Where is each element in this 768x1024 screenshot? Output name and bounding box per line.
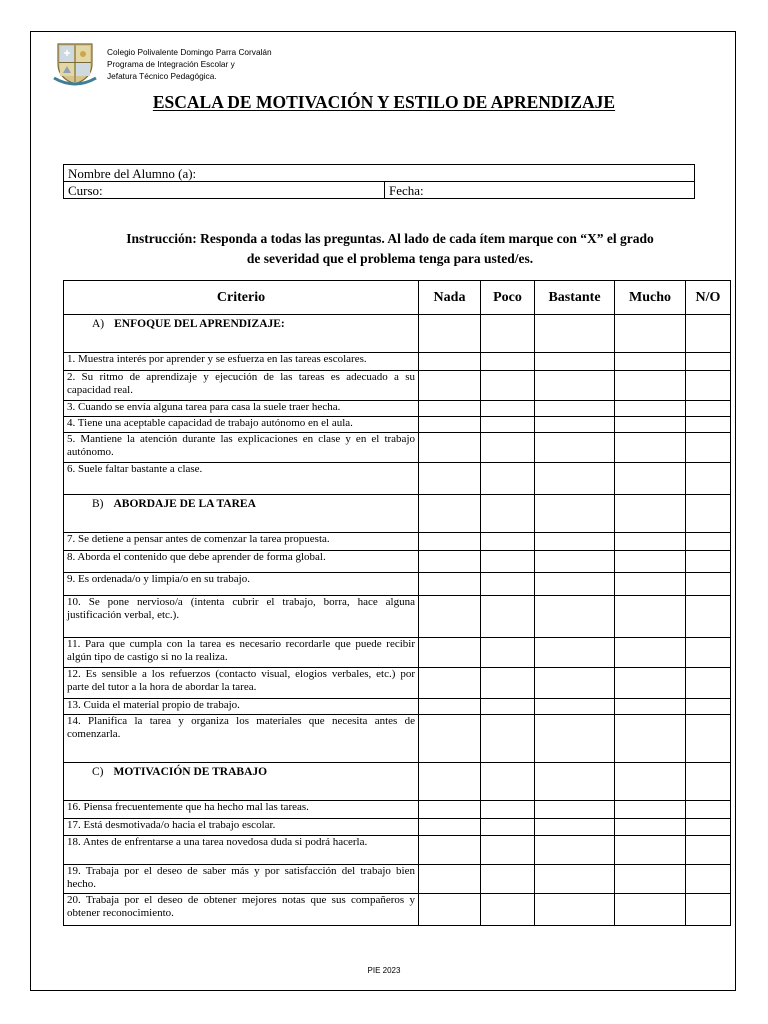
answer-cell-poco[interactable]	[481, 533, 535, 551]
header-nada: Nada	[419, 281, 481, 315]
table-row	[64, 894, 731, 926]
answer-cell-poco[interactable]	[481, 699, 535, 715]
answer-cell-no[interactable]	[686, 836, 731, 865]
answer-cell-nada[interactable]	[419, 533, 481, 551]
section-blank-cell	[481, 315, 535, 353]
answer-cell-mucho[interactable]	[615, 371, 686, 401]
answer-cell-nada[interactable]	[419, 417, 481, 433]
date-field[interactable]: Fecha:	[385, 182, 695, 199]
document-title	[0, 92, 768, 113]
school-name: Colegio Polivalente Domingo Parra Corvalán	[107, 47, 272, 57]
answer-cell-nada[interactable]	[419, 801, 481, 819]
answer-cell-poco[interactable]	[481, 573, 535, 596]
answer-cell-poco[interactable]	[481, 836, 535, 865]
criterion-text: 20. Trabaja por el deseo de obtener mejores notas que sus compañeros y obtener reconocimiento.	[64, 894, 419, 926]
answer-cell-mucho[interactable]	[615, 401, 686, 417]
answer-cell-poco[interactable]	[481, 865, 535, 894]
answer-cell-nada[interactable]	[419, 638, 481, 668]
answer-cell-nada[interactable]	[419, 573, 481, 596]
section-blank-cell	[615, 315, 686, 353]
section-blank-cell	[615, 763, 686, 801]
answer-cell-nada[interactable]	[419, 894, 481, 926]
table-row	[64, 573, 731, 596]
header-mucho: Mucho	[615, 281, 686, 315]
section-blank-cell	[419, 495, 481, 533]
answer-cell-poco[interactable]	[481, 894, 535, 926]
answer-cell-bastante[interactable]	[535, 533, 615, 551]
answer-cell-mucho[interactable]	[615, 533, 686, 551]
section-blank-cell	[419, 315, 481, 353]
school-crest-logo	[52, 40, 98, 86]
answer-cell-mucho[interactable]	[615, 699, 686, 715]
criterion-text: 1. Muestra interés por aprender y se esfuerza en las tareas escolares.	[64, 353, 419, 371]
section-blank-cell	[686, 495, 731, 533]
section-title	[64, 763, 419, 801]
answer-cell-nada[interactable]	[419, 596, 481, 638]
answer-cell-mucho[interactable]	[615, 417, 686, 433]
section-blank-cell	[481, 495, 535, 533]
section-blank-cell	[419, 763, 481, 801]
answer-cell-no[interactable]	[686, 699, 731, 715]
answer-cell-bastante[interactable]	[535, 894, 615, 926]
answer-cell-no[interactable]	[686, 433, 731, 463]
answer-cell-mucho[interactable]	[615, 801, 686, 819]
answer-cell-bastante[interactable]	[535, 596, 615, 638]
section-blank-cell	[686, 315, 731, 353]
answer-cell-bastante[interactable]	[535, 819, 615, 836]
table-row	[64, 371, 731, 401]
instruction-line-2: de severidad que el problema tenga para usted/es.	[246, 251, 534, 266]
section-title	[64, 495, 419, 533]
table-row	[64, 353, 731, 371]
answer-cell-bastante[interactable]	[535, 371, 615, 401]
student-info-table	[63, 164, 695, 199]
answer-cell-nada[interactable]	[419, 371, 481, 401]
answer-cell-no[interactable]	[686, 417, 731, 433]
section-blank-cell	[615, 495, 686, 533]
section-title-text: ENFOQUE DEL APRENDIZAJE:	[114, 318, 285, 330]
criterion-text: 4. Tiene una aceptable capacidad de trabajo autónomo en el aula.	[64, 417, 419, 433]
answer-cell-poco[interactable]	[481, 668, 535, 699]
table-row	[64, 417, 731, 433]
answer-cell-no[interactable]	[686, 801, 731, 819]
answer-cell-no[interactable]	[686, 638, 731, 668]
answer-cell-poco[interactable]	[481, 401, 535, 417]
criterion-text: 10. Se pone nervioso/a (intenta cubrir el trabajo, borra, hace alguna justificación verbal, etc.).	[64, 596, 419, 638]
criterion-text: 17. Está desmotivada/o hacia el trabajo escolar.	[64, 819, 419, 836]
answer-cell-mucho[interactable]	[615, 353, 686, 371]
table-row	[64, 668, 731, 699]
answer-cell-nada[interactable]	[419, 433, 481, 463]
answer-cell-mucho[interactable]	[615, 638, 686, 668]
section-blank-cell	[686, 763, 731, 801]
answer-cell-bastante[interactable]	[535, 401, 615, 417]
answer-cell-nada[interactable]	[419, 668, 481, 699]
answer-cell-no[interactable]	[686, 894, 731, 926]
header-poco: Poco	[481, 281, 535, 315]
criterion-text: 2. Su ritmo de aprendizaje y ejecución de las tareas es adecuado a su capacidad real.	[64, 371, 419, 401]
program-name: Programa de Integración Escolar y	[107, 59, 235, 69]
section-letter: C)	[92, 766, 104, 778]
answer-cell-mucho[interactable]	[615, 463, 686, 495]
table-row	[64, 401, 731, 417]
section-row	[64, 495, 731, 533]
answer-cell-mucho[interactable]	[615, 715, 686, 763]
department-name: Jefatura Técnico Pedagógica.	[107, 71, 217, 81]
section-blank-cell	[535, 315, 615, 353]
answer-cell-nada[interactable]	[419, 551, 481, 573]
criterion-text: 7. Se detiene a pensar antes de comenzar la tarea propuesta.	[64, 533, 419, 551]
answer-cell-poco[interactable]	[481, 819, 535, 836]
criterion-text: 19. Trabaja por el deseo de saber más y por satisfacción del trabajo bien hecho.	[64, 865, 419, 894]
section-title	[64, 315, 419, 353]
answer-cell-bastante[interactable]	[535, 865, 615, 894]
answer-cell-poco[interactable]	[481, 638, 535, 668]
header-bastante: Bastante	[535, 281, 615, 315]
course-field[interactable]: Curso:	[64, 182, 385, 199]
answer-cell-mucho[interactable]	[615, 551, 686, 573]
answer-cell-bastante[interactable]	[535, 715, 615, 763]
answer-cell-poco[interactable]	[481, 463, 535, 495]
answer-cell-poco[interactable]	[481, 417, 535, 433]
footer: PIE 2023	[367, 966, 401, 975]
answer-cell-poco[interactable]	[481, 596, 535, 638]
answer-cell-bastante[interactable]	[535, 836, 615, 865]
answer-cell-poco[interactable]	[481, 353, 535, 371]
answer-cell-no[interactable]	[686, 715, 731, 763]
section-blank-cell	[481, 763, 535, 801]
answer-cell-no[interactable]	[686, 819, 731, 836]
answer-cell-no[interactable]	[686, 668, 731, 699]
answer-cell-bastante[interactable]	[535, 551, 615, 573]
answer-cell-nada[interactable]	[419, 699, 481, 715]
answer-cell-mucho[interactable]	[615, 596, 686, 638]
answer-cell-no[interactable]	[686, 371, 731, 401]
school-header	[107, 46, 272, 82]
table-row	[64, 801, 731, 819]
instruction	[100, 229, 680, 269]
criteria-table	[63, 280, 731, 926]
answer-cell-nada[interactable]	[419, 865, 481, 894]
table-row	[64, 433, 731, 463]
section-blank-cell	[535, 763, 615, 801]
answer-cell-poco[interactable]	[481, 433, 535, 463]
table-row	[64, 699, 731, 715]
criterion-text: 12. Es sensible a los refuerzos (contacto visual, elogios verbales, etc.) por parte del tutor a la hora de abordar la tarea.	[64, 668, 419, 699]
answer-cell-bastante[interactable]	[535, 668, 615, 699]
answer-cell-mucho[interactable]	[615, 865, 686, 894]
instruction-line-1: Instrucción: Responda a todas las preguntas. Al lado de cada ítem marque con “X” el grado	[126, 231, 654, 246]
answer-cell-mucho[interactable]	[615, 668, 686, 699]
answer-cell-poco[interactable]	[481, 801, 535, 819]
criterion-text: 16. Piensa frecuentemente que ha hecho mal las tareas.	[64, 801, 419, 819]
table-row	[64, 533, 731, 551]
section-letter: A)	[92, 318, 105, 330]
table-row	[64, 819, 731, 836]
answer-cell-bastante[interactable]	[535, 801, 615, 819]
criterion-text: 3. Cuando se envía alguna tarea para casa la suele traer hecha.	[64, 401, 419, 417]
table-row	[64, 551, 731, 573]
answer-cell-mucho[interactable]	[615, 894, 686, 926]
criterion-text: 8. Aborda el contenido que debe aprender de forma global.	[64, 551, 419, 573]
table-row	[64, 715, 731, 763]
answer-cell-no[interactable]	[686, 865, 731, 894]
answer-cell-nada[interactable]	[419, 836, 481, 865]
answer-cell-poco[interactable]	[481, 371, 535, 401]
criterion-text: 6. Suele faltar bastante a clase.	[64, 463, 419, 495]
answer-cell-nada[interactable]	[419, 463, 481, 495]
answer-cell-nada[interactable]	[419, 353, 481, 371]
criterion-text: 14. Planifica la tarea y organiza los materiales que necesita antes de comenzarla.	[64, 715, 419, 763]
answer-cell-bastante[interactable]	[535, 353, 615, 371]
section-row	[64, 763, 731, 801]
answer-cell-no[interactable]	[686, 551, 731, 573]
answer-cell-bastante[interactable]	[535, 699, 615, 715]
table-row	[64, 638, 731, 668]
document-title-text: ESCALA DE MOTIVACIÓN Y ESTILO DE APRENDIZAJE	[152, 92, 616, 112]
section-row	[64, 315, 731, 353]
header-no: N/O	[686, 281, 731, 315]
section-title-text: ABORDAJE DE LA TAREA	[113, 498, 256, 510]
criterion-text: 5. Mantiene la atención durante las explicaciones en clase y en el trabajo autónomo.	[64, 433, 419, 463]
criterion-text: 18. Antes de enfrentarse a una tarea novedosa duda si podrá hacerla.	[64, 836, 419, 865]
student-name-field[interactable]: Nombre del Alumno (a):	[64, 165, 695, 182]
table-row	[64, 836, 731, 865]
answer-cell-nada[interactable]	[419, 401, 481, 417]
criterion-text: 9. Es ordenada/o y limpia/o en su trabajo.	[64, 573, 419, 596]
answer-cell-mucho[interactable]	[615, 573, 686, 596]
answer-cell-no[interactable]	[686, 463, 731, 495]
criterion-text: 11. Para que cumpla con la tarea es necesario recordarle que puede recibir algún tipo de castigo si no la realiza.	[64, 638, 419, 668]
answer-cell-bastante[interactable]	[535, 463, 615, 495]
answer-cell-bastante[interactable]	[535, 417, 615, 433]
answer-cell-mucho[interactable]	[615, 433, 686, 463]
table-row	[64, 463, 731, 495]
answer-cell-no[interactable]	[686, 573, 731, 596]
answer-cell-no[interactable]	[686, 401, 731, 417]
answer-cell-bastante[interactable]	[535, 638, 615, 668]
answer-cell-poco[interactable]	[481, 551, 535, 573]
answer-cell-no[interactable]	[686, 533, 731, 551]
answer-cell-mucho[interactable]	[615, 819, 686, 836]
section-blank-cell	[535, 495, 615, 533]
header-criterio: Criterio	[64, 281, 419, 315]
answer-cell-bastante[interactable]	[535, 573, 615, 596]
answer-cell-no[interactable]	[686, 596, 731, 638]
answer-cell-poco[interactable]	[481, 715, 535, 763]
answer-cell-mucho[interactable]	[615, 836, 686, 865]
answer-cell-no[interactable]	[686, 353, 731, 371]
section-letter: B)	[92, 498, 104, 510]
answer-cell-bastante[interactable]	[535, 433, 615, 463]
section-title-text: MOTIVACIÓN DE TRABAJO	[113, 766, 268, 778]
answer-cell-nada[interactable]	[419, 819, 481, 836]
answer-cell-nada[interactable]	[419, 715, 481, 763]
criterion-text: 13. Cuida el material propio de trabajo.	[64, 699, 419, 715]
table-row	[64, 865, 731, 894]
table-row	[64, 596, 731, 638]
